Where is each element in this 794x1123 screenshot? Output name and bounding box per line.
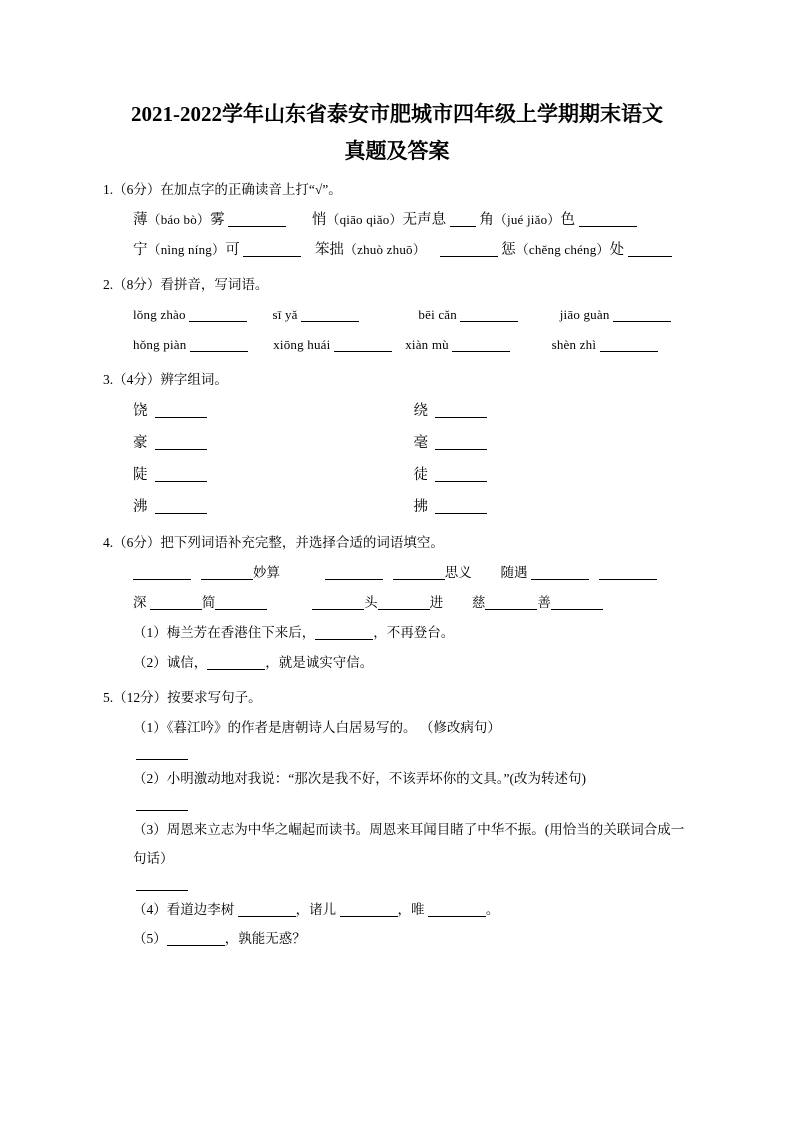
question-4-body [103,558,694,678]
q3-char-4: 毫 [413,435,428,451]
q2-pinyin-2: sī yǎ [272,307,298,322]
q1-item-6-pinyin: （chěng chéng） [515,242,610,257]
q4-idiom-5-blank-b[interactable] [378,598,430,610]
q3-pair-4-left [133,491,414,523]
question-4-heading [103,528,694,558]
page-title [0,0,794,170]
q1-item-3-tail: 色 [560,212,575,228]
q4-idiom-4-char-2: 简 [201,595,216,610]
q2-answer-blank-5[interactable] [190,340,248,352]
q4-idiom-1-blank-a[interactable] [133,568,191,580]
question-1-prompt: 在加点字的正确读音上打“√”。 [160,182,342,197]
question-5-number: 5. [103,690,114,705]
q2-answer-blank-4[interactable] [613,310,671,322]
q1-item-4-word: 宁 [133,242,148,258]
q5-item-2-text: 小明激动地对我说：“那次是我不好，不该弄坏你的文具。”(改为转述句) [166,771,586,786]
q3-answer-blank-7[interactable] [155,502,207,514]
q1-item-5-pinyin: （zhuò zhuō） [343,242,426,257]
q5-answer-rule-3[interactable] [136,890,188,891]
q3-pair-1-left [133,395,414,427]
q2-pinyin-1: lǒng zhào [133,307,186,322]
q4-idiom-6-char-2: 善 [537,595,551,610]
document-body [0,175,794,953]
q4-fill-1-blank[interactable] [315,628,373,640]
q3-char-1: 饶 [133,403,148,419]
q3-char-2: 绕 [413,403,428,419]
q3-char-3: 豪 [133,435,148,451]
question-3-pair-row [133,427,694,459]
question-1-body [103,205,694,265]
question-2-row-1 [133,300,694,330]
q1-answer-blank-2[interactable] [450,215,476,227]
q1-item-5-word: 笨拙 [314,242,344,258]
q4-fill-2-blank[interactable] [207,658,265,670]
question-5-item-2 [103,764,694,793]
question-5 [103,683,694,953]
question-1-score: （6分） [113,182,161,197]
q5-item-1-label: （1） [133,720,167,735]
q3-answer-blank-6[interactable] [435,470,487,482]
question-1-number: 1. [103,182,114,197]
q2-answer-blank-6[interactable] [334,340,392,352]
question-1-heading [103,175,694,205]
q4-idiom-2-text: 思义 [444,565,472,580]
title-line-2: 真题及答案 [344,139,450,163]
q1-item-3-pinyin: （jué jiǎo） [493,212,561,227]
q4-idiom-3-blank-b[interactable] [599,568,657,580]
question-4-idiom-row-1 [133,558,694,588]
q4-idiom-5-char-2: 进 [429,595,444,610]
q2-pinyin-6: xiōng huái [273,337,331,352]
question-4-score: （6分） [113,535,161,550]
q2-answer-blank-3[interactable] [460,310,518,322]
q1-answer-blank-4[interactable] [243,245,301,257]
question-1-row-1 [133,205,694,235]
q3-answer-blank-2[interactable] [435,406,487,418]
question-1-row-2 [133,235,694,265]
q2-answer-blank-1[interactable] [189,310,247,322]
q3-char-7: 沸 [133,499,148,515]
q4-fill-2-after: ，就是诚实守信。 [265,655,374,670]
q2-answer-blank-7[interactable] [452,340,510,352]
question-4-prompt: 把下列词语补充完整，并选择合适的词语填空。 [160,535,444,550]
question-2-row-2 [133,330,694,360]
q1-answer-blank-5[interactable] [440,245,498,257]
q3-char-6: 徒 [413,467,428,483]
question-5-item-4 [103,895,694,924]
q5-item-3-label: （3） [133,822,167,837]
q3-pair-3-left [133,459,414,491]
question-3-pair-row [133,395,694,427]
question-3-heading [103,365,694,395]
q4-idiom-1-blank-b[interactable] [201,568,253,580]
q5-item-2-label: （2） [133,771,167,786]
q5-item-5-label: （5） [133,931,167,946]
question-5-score: （12分） [113,690,168,705]
title-line-1: 2021-2022学年山东省泰安市肥城市四年级上学期期末语文 [131,102,663,126]
q1-item-1-word: 薄 [133,212,148,228]
question-2-number: 2. [103,277,114,292]
question-2-prompt: 看拼音，写词语。 [160,277,269,292]
q5-item-4-label: （4） [133,902,167,917]
q4-idiom-4-blank-a[interactable] [150,598,202,610]
q3-char-5: 陡 [133,467,148,483]
q2-pinyin-3: bēi cǎn [418,307,457,322]
q5-item-4-before: 看道边李树 [166,902,235,917]
q1-item-2-word: 悄 [311,212,327,228]
q1-item-4-pinyin: （nìng níng） [147,242,226,257]
q1-answer-blank-1[interactable] [228,215,286,227]
q5-item-3-text: 周恩来立志为中华之崛起而读书。周恩来耳闻目睹了中华不振。(用恰当的关联词合成一句话） [133,822,685,866]
question-2-heading [103,270,694,300]
q3-pair-4-right [414,491,695,523]
q3-answer-blank-5[interactable] [155,470,207,482]
q2-pinyin-4: jiāo guàn [559,307,610,322]
q1-item-1-pinyin: （báo bò） [147,212,211,227]
question-5-prompt: 按要求写句子。 [167,690,262,705]
q3-answer-blank-1[interactable] [155,406,207,418]
q5-item-4-blank-2[interactable] [340,905,398,917]
q1-item-4-tail: 可 [225,242,240,258]
q4-idiom-1-text: 妙算 [253,565,280,580]
q5-item-4-mid2: ，唯 [397,902,425,917]
q5-item-1-text: 《暮江吟》的作者是唐朝诗人白居易写的。 （修改病句） [166,720,501,735]
q4-idiom-2-blank-b[interactable] [393,568,445,580]
q4-fill-2-before: 诚信， [166,655,208,670]
q1-item-6-tail: 处 [609,242,625,258]
q4-idiom-4-char-1: 深 [133,595,147,610]
question-1 [103,175,694,265]
question-3-prompt: 辨字组词。 [160,372,228,387]
q5-item-4-mid: ，诸儿 [295,902,337,917]
q1-item-6-word: 惩 [501,242,516,258]
q3-pair-2-left [133,427,414,459]
q1-answer-blank-3[interactable] [579,215,637,227]
q2-pinyin-7: xiàn mù [405,337,449,352]
q5-item-5-blank[interactable] [167,934,225,946]
q2-pinyin-8: shèn zhì [551,337,597,352]
question-4-number: 4. [103,535,114,550]
question-4 [103,528,694,678]
q3-answer-blank-4[interactable] [435,438,487,450]
q1-answer-blank-6[interactable] [628,245,672,257]
question-3 [103,365,694,523]
q2-pinyin-5: hǒng piàn [133,337,187,352]
question-2-score: （8分） [113,277,161,292]
q4-fill-1-before: 梅兰芳在香港住下来后， [166,625,316,640]
question-2 [103,270,694,360]
q5-item-5-after: ，孰能无惑？ [224,931,306,946]
question-5-heading [103,683,694,713]
question-3-pair-row [133,491,694,523]
question-3-pair-row [133,459,694,491]
q1-item-2-pinyin: （qiāo qiǎo） [326,212,403,227]
question-4-fill-2 [133,648,694,678]
question-5-item-3 [103,815,694,873]
q1-item-1-tail: 雾 [210,212,225,228]
q3-char-8: 拂 [413,499,428,515]
q5-answer-rule-2[interactable] [136,810,188,811]
q4-idiom-4-blank-b[interactable] [215,598,267,610]
q3-answer-blank-8[interactable] [435,502,487,514]
q2-answer-blank-8[interactable] [600,340,658,352]
q5-answer-rule-1[interactable] [136,759,188,760]
question-5-item-1 [103,713,694,742]
q5-item-4-blank-1[interactable] [238,905,296,917]
q2-answer-blank-2[interactable] [301,310,359,322]
question-4-idiom-row-2 [133,588,694,618]
question-5-item-5 [103,924,694,953]
q3-pair-3-right [414,459,695,491]
q4-idiom-5-blank-a[interactable] [312,598,364,610]
q4-idiom-6-char-1: 慈 [471,595,486,610]
q1-item-3-word: 角 [479,212,494,228]
question-3-number: 3. [103,372,114,387]
q5-item-4-after: 。 [485,902,500,917]
q3-answer-blank-3[interactable] [155,438,207,450]
question-2-body [103,300,694,360]
q4-fill-1-label: （1） [133,625,167,640]
q3-pair-2-right [414,427,695,459]
q5-item-4-blank-3[interactable] [428,905,486,917]
q4-idiom-3-blank-a[interactable] [531,568,589,580]
q4-fill-2-label: （2） [133,655,167,670]
question-4-fill-1 [133,618,694,648]
q4-idiom-3-text: 随遇 [500,565,528,580]
q4-idiom-6-blank-b[interactable] [551,598,603,610]
q4-fill-1-after: ，不再登台。 [373,625,455,640]
q3-pair-1-right [414,395,695,427]
question-3-body [103,395,694,523]
question-3-score: （4分） [113,372,161,387]
q4-idiom-6-blank-a[interactable] [485,598,537,610]
q4-idiom-5-char-1: 头 [364,595,378,610]
q1-item-2-tail: 无声息 [402,212,447,228]
q4-idiom-2-blank-a[interactable] [325,568,383,580]
